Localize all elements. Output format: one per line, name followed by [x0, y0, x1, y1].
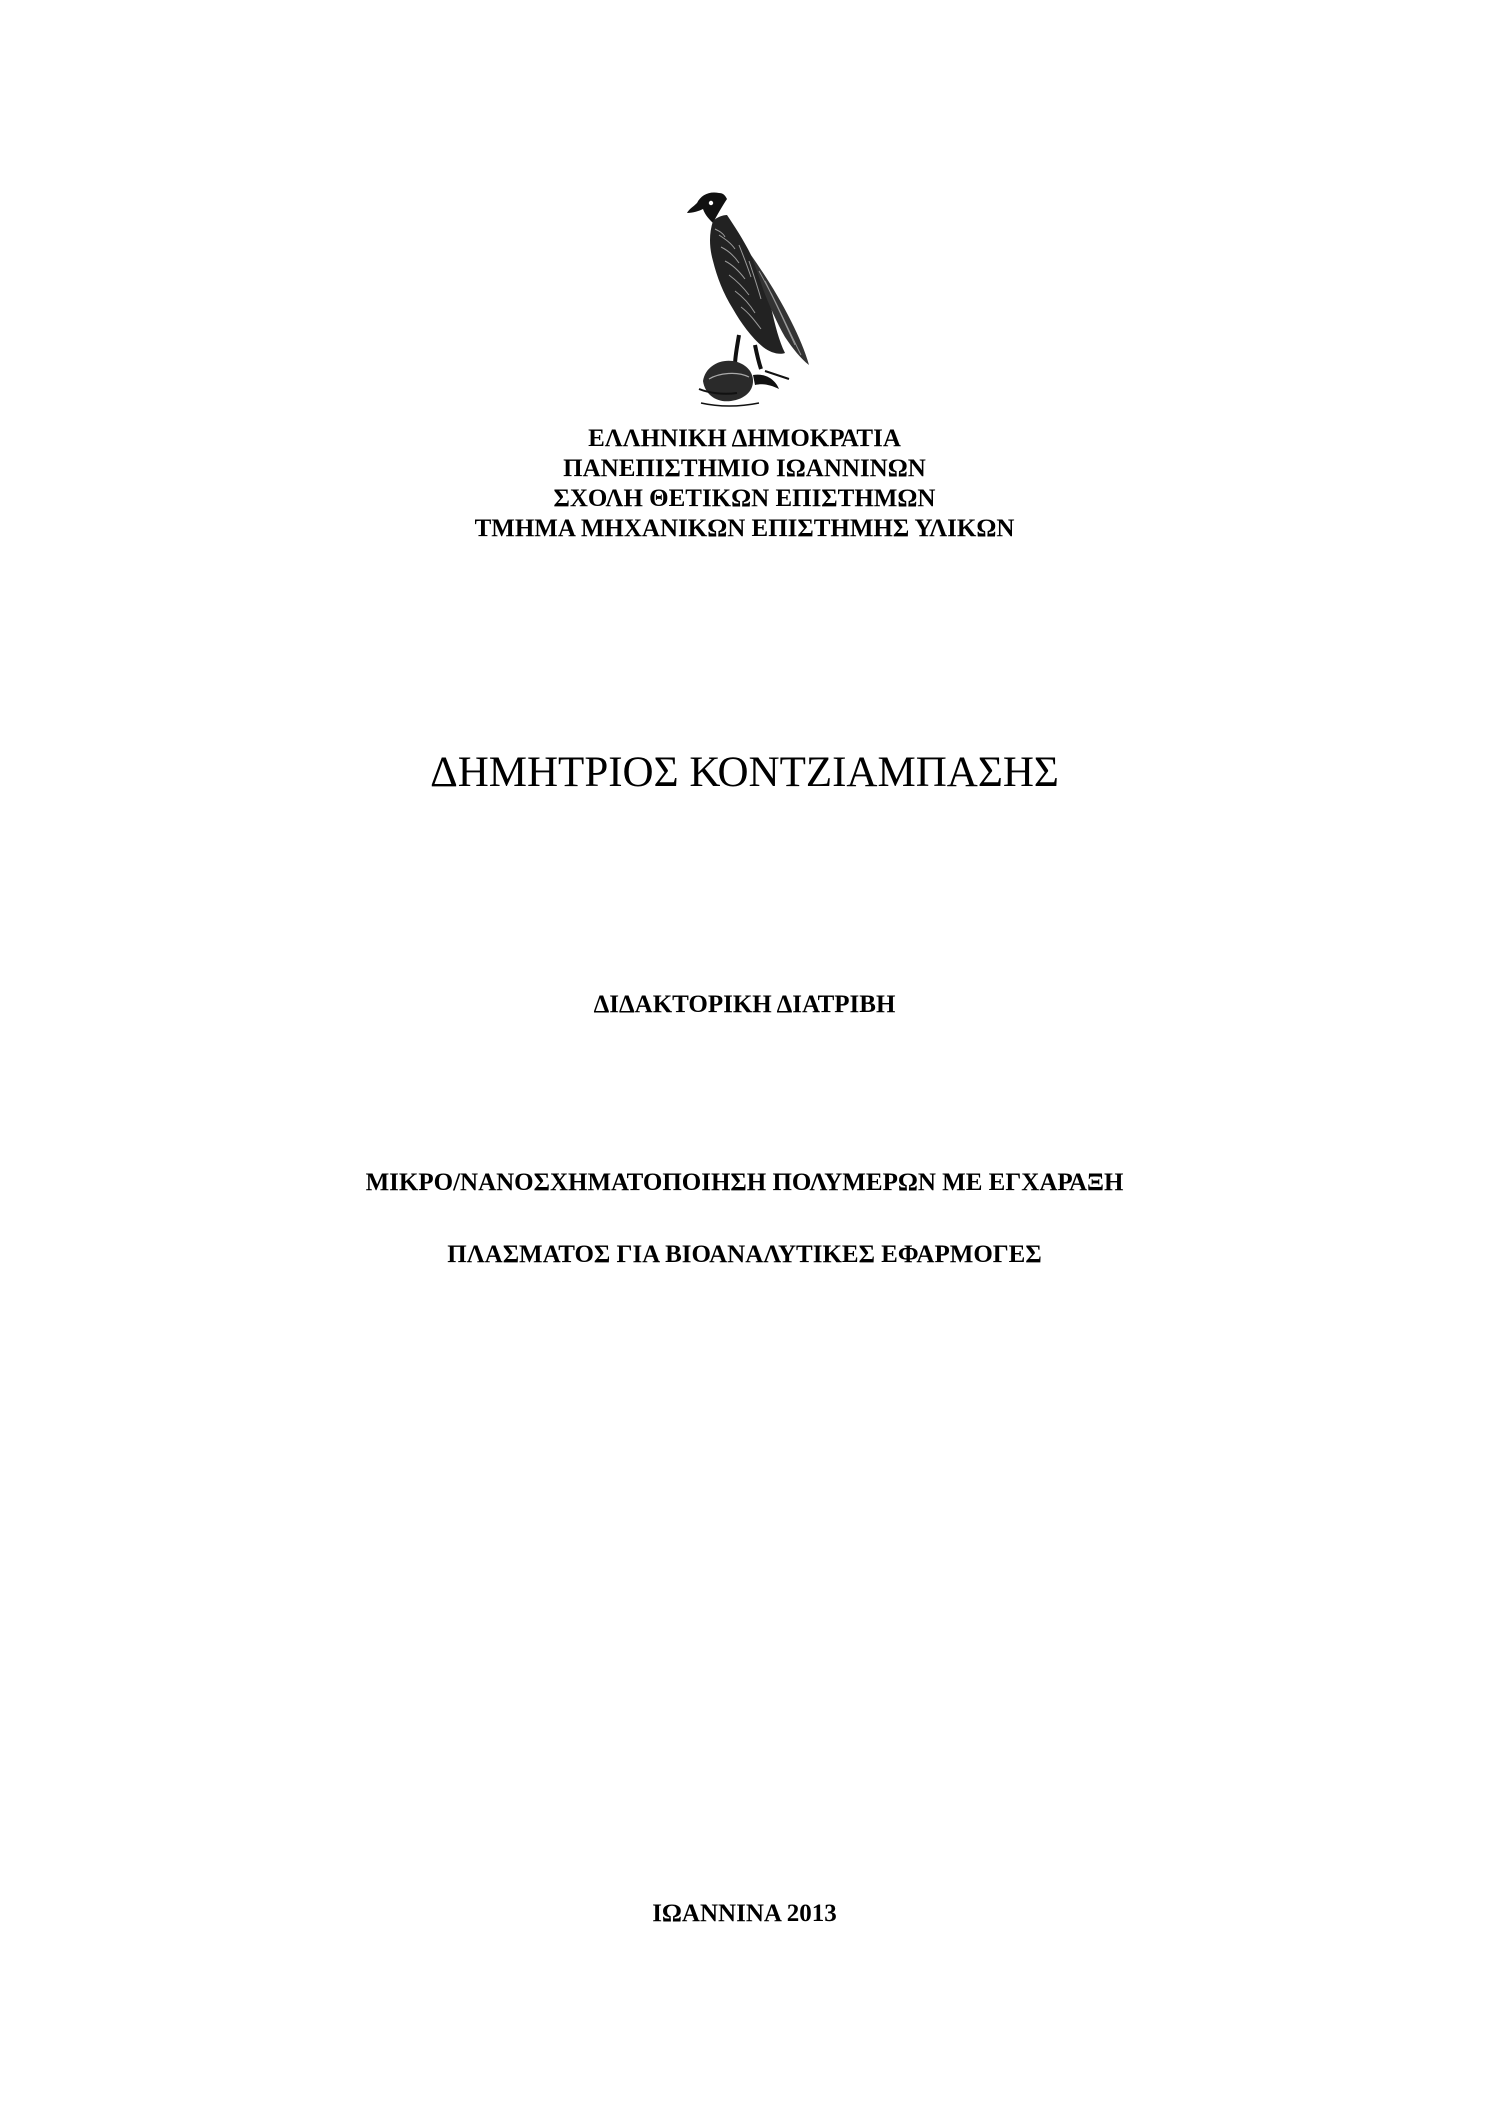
institution-line-university: ΠΑΝΕΠΙΣΤΗΜΙΟ ΙΩΑΝΝΙΝΩΝ — [563, 455, 926, 482]
thesis-title-line-1: ΜΙΚΡΟ/ΝΑΝΟΣΧΗΜΑΤΟΠΟΙΗΣΗ ΠΟΛΥΜΕΡΩΝ ΜΕ ΕΓΧΑΡΑΞΗ — [365, 1169, 1124, 1196]
institution-line-school: ΣΧΟΛΗ ΘΕΤΙΚΩΝ ΕΠΙΣΤΗΜΩΝ — [553, 485, 936, 512]
eagle-emblem-icon — [679, 185, 819, 410]
author-name: ΔΗΜΗΤΡΙΟΣ ΚΟΝΤΖΙΑΜΠΑΣΗΣ — [430, 749, 1059, 796]
document-type: ΔΙΔΑΚΤΟΡΙΚΗ ΔΙΑΤΡΙΒΗ — [593, 991, 896, 1018]
institution-line-country: ΕΛΛΗΝΙΚΗ ΔΗΜΟΚΡΑΤΙΑ — [588, 425, 901, 452]
thesis-title-line-2: ΠΛΑΣΜΑΤΟΣ ΓΙΑ ΒΙΟΑΝΑΛΥΤΙΚΕΣ ΕΦΑΡΜΟΓΕΣ — [447, 1241, 1042, 1268]
place-and-year: ΙΩΑΝΝΙΝΑ 2013 — [652, 1900, 837, 1927]
institution-block — [0, 424, 1489, 544]
institution-line-department: ΤΜΗΜΑ ΜΗΧΑΝΙΚΩΝ ΕΠΙΣΤΗΜΗΣ ΥΛΙΚΩΝ — [474, 515, 1015, 542]
thesis-title — [0, 1168, 1489, 1270]
